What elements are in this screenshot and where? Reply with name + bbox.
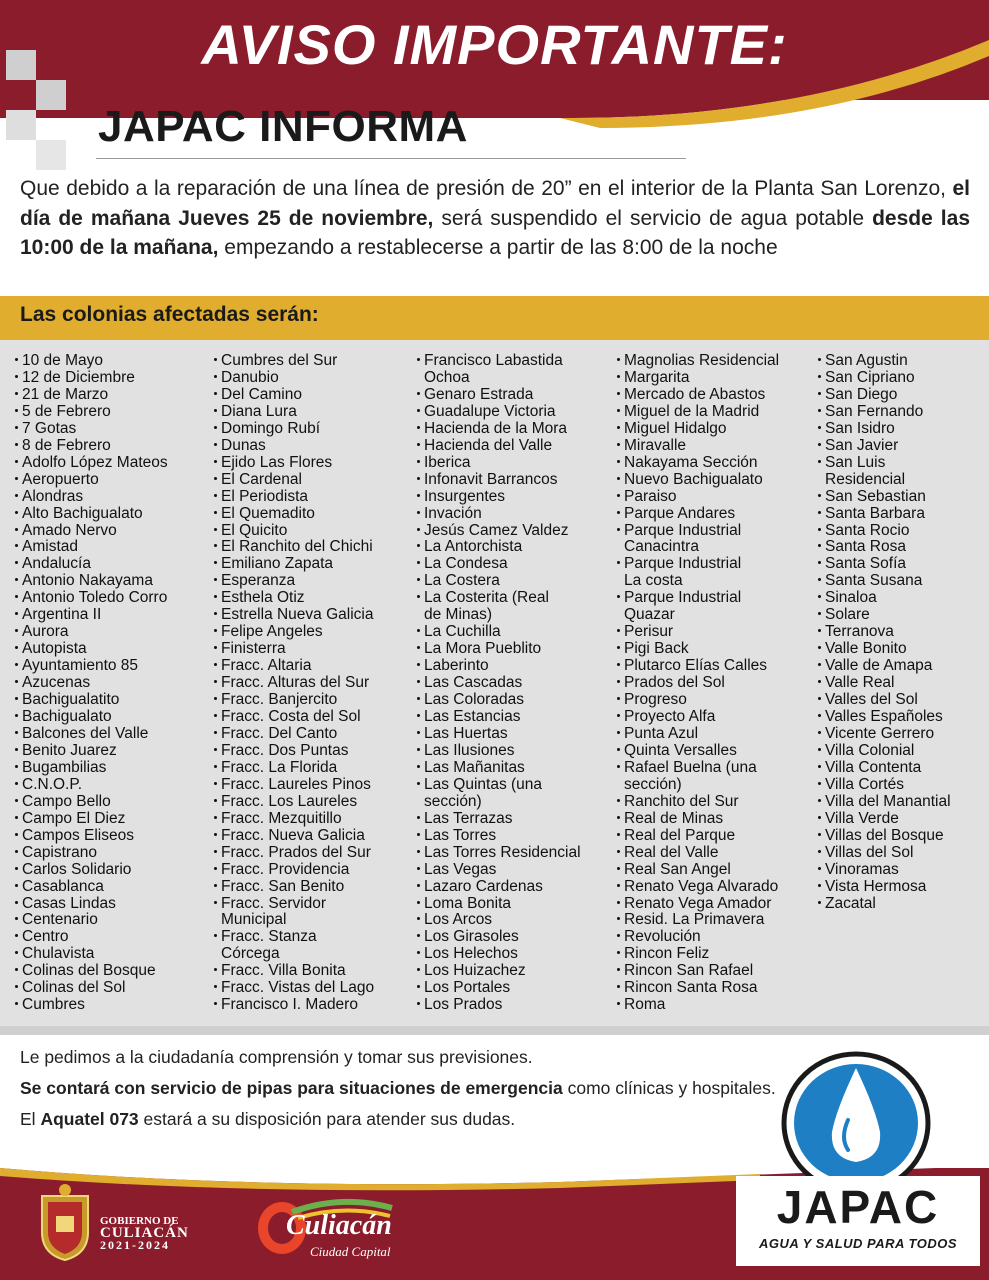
colonia-item: Ayuntamiento 85 [14,658,214,675]
colonia-item: Villa Contenta [817,760,989,777]
colonia-item: Proyecto Alfa [616,709,816,726]
colonia-item: Fracc. San Benito [213,879,413,896]
colonia-item: Fracc. Alturas del Sur [213,675,413,692]
colonia-item: Loma Bonita [416,896,616,913]
colonia-item: Casas Lindas [14,896,214,913]
colonia-item: San Isidro [817,421,989,438]
colonia-item: Benito Juarez [14,743,214,760]
colonia-item: Estrella Nueva Galicia [213,607,413,624]
colonia-item: Lazaro Cardenas [416,879,616,896]
colonia-item: Las Torres Residencial [416,845,616,862]
colonia-item: 21 de Marzo [14,387,214,404]
colonia-item: El Quemadito [213,506,413,523]
colonia-item: Infonavit Barrancos [416,472,616,489]
colonia-item: Los Girasoles [416,929,616,946]
colonia-item: Alondras [14,489,214,506]
colonia-item: Las Ilusiones [416,743,616,760]
colonia-item: Valle Bonito [817,641,989,658]
colonia-item: Miguel de la Madrid [616,404,816,421]
colonia-item: Fracc. Servidor [213,896,413,913]
colonia-item: San Javier [817,438,989,455]
gob-culiacan-shield-icon [34,1182,96,1262]
colonia-item: Las Quintas (una [416,777,616,794]
colonia-item-continuation: La costa [624,572,683,590]
note-3: El Aquatel 073 estará a su disposición para atender sus dudas. [20,1109,516,1129]
colonia-item: Parque Industrial [616,523,816,540]
colonia-item: Quinta Versalles [616,743,816,760]
colonia-item: Real San Angel [616,862,816,879]
note-1: Le pedimos a la ciudadanía comprensión y tomar sus previsiones. [20,1047,533,1067]
colonia-item: Antonio Nakayama [14,573,214,590]
colonia-item: Insurgentes [416,489,616,506]
colonia-item: Danubio [213,370,413,387]
colonia-item: Adolfo López Mateos [14,455,214,472]
colonia-item: Pigi Back [616,641,816,658]
colonia-item: Las Terrazas [416,811,616,828]
subtitle: JAPAC INFORMA [98,102,468,151]
colonia-item: Amado Nervo [14,523,214,540]
colonia-item: Punta Azul [616,726,816,743]
colonia-item: Fracc. Laureles Pinos [213,777,413,794]
colonia-item: Del Camino [213,387,413,404]
colonia-item: Cumbres [14,997,214,1014]
colonia-item: Ranchito del Sur [616,794,816,811]
colonia-item: Azucenas [14,675,214,692]
colonia-item: Bachigualatito [14,692,214,709]
colonia-item: Chulavista [14,946,214,963]
colonia-item: Vinoramas [817,862,989,879]
colonia-item: Francisco Labastida [416,353,616,370]
colonia-item: Los Portales [416,980,616,997]
colonia-item: Santa Rosa [817,539,989,556]
colonia-item: Las Torres [416,828,616,845]
colonia-item: Revolución [616,929,816,946]
colonia-item: Alto Bachigualato [14,506,214,523]
colonia-item: Andalucía [14,556,214,573]
colonia-item: Rincon Santa Rosa [616,980,816,997]
colonia-item: Prados del Sol [616,675,816,692]
colonia-item: Colinas del Sol [14,980,214,997]
colonia-item: Santa Rocio [817,523,989,540]
colonia-item: 10 de Mayo [14,353,214,370]
colonia-item-continuation: Municipal [221,911,287,929]
intro-paragraph: Que debido a la reparación de una línea de presión de 20” en el interior de la Planta San Lorenzo, el día de mañana Jueves 25 de noviembre, será suspendido el servicio de agua potable desde las 10:00 de la mañana, empezando a restablecerse a partir de las 8:00 de la noche [20,177,970,259]
colonia-item: Miravalle [616,438,816,455]
colonia-item: Zacatal [817,896,989,913]
colonia-item: Genaro Estrada [416,387,616,404]
colonia-item-continuation: Canacintra [624,538,699,556]
colonia-item: Invación [416,506,616,523]
colonia-item: Campo El Diez [14,811,214,828]
colonia-item: Campos Eliseos [14,828,214,845]
colonias-column-4 [616,353,816,1014]
colonia-item: Valles Españoles [817,709,989,726]
colonia-item: Las Mañanitas [416,760,616,777]
colonia-item: Dunas [213,438,413,455]
colonia-item: San Fernando [817,404,989,421]
colonia-item: Bugambilias [14,760,214,777]
colonia-item: Autopista [14,641,214,658]
colonia-item: El Cardenal [213,472,413,489]
colonia-item: Domingo Rubí [213,421,413,438]
colonia-item: Fracc. Vistas del Lago [213,980,413,997]
colonia-item: Roma [616,997,816,1014]
colonia-item: Margarita [616,370,816,387]
colonia-item: 12 de Diciembre [14,370,214,387]
colonia-item: Nakayama Sección [616,455,816,472]
colonia-item: San Agustin [817,353,989,370]
colonia-item: Plutarco Elías Calles [616,658,816,675]
colonia-item: Solare [817,607,989,624]
colonia-item: Santa Susana [817,573,989,590]
colonia-item: Ejido Las Flores [213,455,413,472]
japac-brand: JAPAC [776,1181,940,1233]
colonia-item-continuation: Residencial [825,470,906,488]
colonia-item-continuation: Ochoa [424,368,470,386]
colonia-item: Fracc. Villa Bonita [213,963,413,980]
colonia-item: Renato Vega Amador [616,896,816,913]
colonias-column-2 [213,353,413,1014]
colonia-item: Rincon Feliz [616,946,816,963]
colonia-item: La Costerita (Real [416,590,616,607]
colonia-item: Santa Barbara [817,506,989,523]
colonia-item: Aeropuerto [14,472,214,489]
colonia-item: Real del Valle [616,845,816,862]
colonia-item: Los Prados [416,997,616,1014]
colonia-item: Las Estancias [416,709,616,726]
colonia-item: Balcones del Valle [14,726,214,743]
colonia-item: Las Cascadas [416,675,616,692]
colonia-item: Fracc. La Florida [213,760,413,777]
colonia-item: Sinaloa [817,590,989,607]
colonia-item: Villas del Sol [817,845,989,862]
colonia-item: Emiliano Zapata [213,556,413,573]
colonia-item: Valle de Amapa [817,658,989,675]
colonia-item: Los Arcos [416,912,616,929]
colonia-item-continuation: Córcega [221,945,280,963]
colonia-item: Perisur [616,624,816,641]
intro-date: el día de mañana Jueves 25 de noviembre, [20,177,970,230]
colonia-item: Fracc. Stanza [213,929,413,946]
section-label: Las colonias afectadas serán: [20,303,319,326]
colonia-item: Fracc. Banjercito [213,692,413,709]
colonia-item: Carlos Solidario [14,862,214,879]
colonia-item: La Mora Pueblito [416,641,616,658]
culiacan-word: Culiacán [286,1210,392,1241]
colonia-item: Fracc. Prados del Sur [213,845,413,862]
colonia-item: Hacienda de la Mora [416,421,616,438]
colonia-item-continuation: sección) [624,775,682,793]
colonia-item: Fracc. Mezquitillo [213,811,413,828]
colonia-item: El Ranchito del Chichi [213,539,413,556]
intro-time: desde las 10:00 de la mañana, [20,206,970,259]
colonia-item: San Sebastian [817,489,989,506]
colonia-item: Villa del Manantial [817,794,989,811]
colonia-item: 5 de Febrero [14,404,214,421]
colonia-item: Argentina II [14,607,214,624]
colonia-item: Laberinto [416,658,616,675]
colonia-item: Terranova [817,624,989,641]
colonia-item: Fracc. Dos Puntas [213,743,413,760]
colonia-item: Las Coloradas [416,692,616,709]
colonia-item: Resid. La Primavera [616,912,816,929]
culiacan-sub: Ciudad Capital [310,1244,391,1259]
colonia-item: Progreso [616,692,816,709]
colonia-item: Francisco I. Madero [213,997,413,1014]
colonia-item: Cumbres del Sur [213,353,413,370]
colonia-item: Antonio Toledo Corro [14,590,214,607]
colonia-item: Los Huizachez [416,963,616,980]
decorative-squares [0,50,80,180]
colonia-item: Rafael Buelna (una [616,760,816,777]
colonia-item: Villas del Bosque [817,828,989,845]
colonia-item: Casablanca [14,879,214,896]
colonia-item: Fracc. Del Canto [213,726,413,743]
colonia-item: Paraiso [616,489,816,506]
colonia-item: Guadalupe Victoria [416,404,616,421]
colonia-item: Real del Parque [616,828,816,845]
colonia-item: Parque Industrial [616,556,816,573]
colonia-item: Parque Andares [616,506,816,523]
water-drop-icon [780,1050,932,1196]
japac-slogan: AGUA Y SALUD PARA TODOS [758,1236,958,1251]
colonia-item: El Quicito [213,523,413,540]
colonia-item: Santa Sofía [817,556,989,573]
colonia-item: Fracc. Costa del Sol [213,709,413,726]
gob-culiacan-text: GOBIERNO DE CULIACÁN 2021-2024 [100,1215,189,1252]
colonia-item: Fracc. Altaria [213,658,413,675]
colonia-item: Vicente Gerrero [817,726,989,743]
colonia-item: Nuevo Bachigualato [616,472,816,489]
colonias-column-5 [817,353,989,912]
colonia-item: Mercado de Abastos [616,387,816,404]
colonia-item: Colinas del Bosque [14,963,214,980]
colonia-item: Real de Minas [616,811,816,828]
page-title: AVISO IMPORTANTE: [201,13,788,76]
colonia-item: Diana Lura [213,404,413,421]
colonia-item: Renato Vega Alvarado [616,879,816,896]
colonia-item: San Cipriano [817,370,989,387]
colonia-item: La Costera [416,573,616,590]
culiacan-city-logo-icon [252,1188,416,1268]
colonia-item: Iberica [416,455,616,472]
colonia-item: 7 Gotas [14,421,214,438]
note-2: Se contará con servicio de pipas para situaciones de emergencia como clínicas y hospitales. [20,1078,776,1098]
colonia-item: La Condesa [416,556,616,573]
colonia-item: San Diego [817,387,989,404]
colonia-item: Villa Cortés [817,777,989,794]
colonia-item: Vista Hermosa [817,879,989,896]
colonia-item: San Luis [817,455,989,472]
colonia-item: Capistrano [14,845,214,862]
colonia-item: Parque Industrial [616,590,816,607]
colonia-item: Valles del Sol [817,692,989,709]
colonia-item: Fracc. Nueva Galicia [213,828,413,845]
colonia-item-continuation: Quazar [624,606,675,624]
colonia-item: Fracc. Los Laureles [213,794,413,811]
colonia-item-continuation: sección) [424,792,482,810]
closing-notes [20,1046,780,1139]
colonia-item: Villa Verde [817,811,989,828]
colonia-item: El Periodista [213,489,413,506]
colonia-item: Felipe Angeles [213,624,413,641]
colonia-item-continuation: de Minas) [424,606,493,624]
colonia-item: Campo Bello [14,794,214,811]
colonia-item: Esperanza [213,573,413,590]
colonia-item: Las Huertas [416,726,616,743]
colonia-item: Los Helechos [416,946,616,963]
colonia-item: Centenario [14,912,214,929]
colonia-item: Valle Real [817,675,989,692]
colonia-item: Amistad [14,539,214,556]
colonia-item: Hacienda del Valle [416,438,616,455]
colonia-item: Rincon San Rafael [616,963,816,980]
colonia-item: C.N.O.P. [14,777,214,794]
subtitle-divider [96,158,686,159]
colonia-item: Villa Colonial [817,743,989,760]
colonia-item: Las Vegas [416,862,616,879]
colonia-item: 8 de Febrero [14,438,214,455]
japac-brand-box [736,1176,980,1266]
colonia-item: La Cuchilla [416,624,616,641]
panel-bottom-rule [0,1026,989,1035]
colonia-item: Finisterra [213,641,413,658]
colonia-item: Fracc. Providencia [213,862,413,879]
colonias-column-1 [14,353,214,1014]
colonia-item: Centro [14,929,214,946]
colonia-item: Magnolias Residencial [616,353,816,370]
colonia-item: Jesús Camez Valdez [416,523,616,540]
colonia-item: Aurora [14,624,214,641]
colonias-column-3 [416,353,616,1014]
colonia-item: Bachigualato [14,709,214,726]
colonia-item: Miguel Hidalgo [616,421,816,438]
colonia-item: Esthela Otiz [213,590,413,607]
colonia-item: La Antorchista [416,539,616,556]
